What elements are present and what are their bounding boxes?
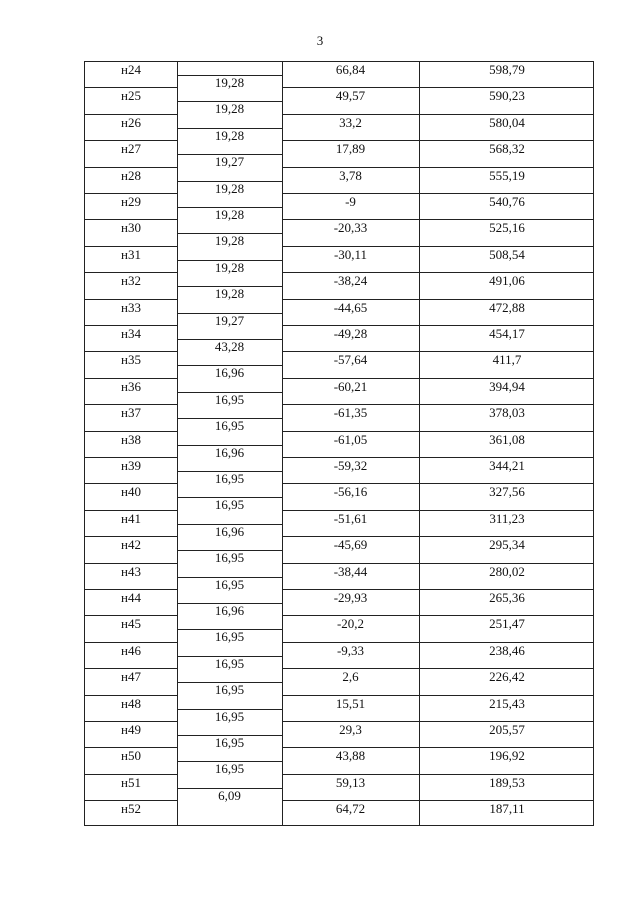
table-row [85,62,593,88]
x-coordinate: -61,05 [333,431,368,447]
segment-length: 19,28 [214,75,245,90]
segment-length: 16,95 [214,471,245,486]
point-name: н46 [121,642,141,658]
table-row [85,722,593,748]
x-coordinate: -44,65 [333,299,368,315]
table-row [85,643,593,669]
y-coordinate: 265,36 [489,590,525,605]
distance-divider [177,418,282,419]
segment-length: 19,28 [214,101,245,117]
y-coordinate: 525,16 [489,220,525,236]
x-coordinate: 43,88 [335,748,366,764]
point-name: н35 [121,352,141,368]
segment-length: 16,95 [214,735,245,750]
table-row [85,458,593,484]
distance-divider [177,392,282,393]
segment-length: 16,95 [214,629,245,645]
y-coordinate: 508,54 [489,246,525,262]
y-coordinate: 378,03 [489,405,525,421]
distance-divider [177,75,282,76]
distance-divider [177,550,282,551]
point-name: н44 [121,590,141,605]
y-coordinate: 394,94 [489,378,525,394]
distance-divider [177,735,282,736]
table-row [85,616,593,645]
x-coordinate: 33,2 [339,114,362,130]
y-coordinate: 238,46 [489,642,525,658]
distance-divider [177,286,282,287]
distance-divider [177,709,282,710]
point-name: н25 [121,88,141,104]
table-row [85,537,593,566]
x-coordinate: -51,61 [333,510,368,526]
segment-length: 16,95 [214,418,245,434]
segment-length: 19,28 [214,180,245,196]
table-row [85,484,593,513]
y-coordinate: 598,79 [489,62,525,77]
y-coordinate: 454,17 [489,326,525,341]
y-coordinate: 568,32 [489,141,525,157]
table-row [85,432,593,458]
point-name: н26 [121,114,141,130]
x-coordinate: 3,78 [339,167,362,183]
segment-length: 19,28 [214,207,245,222]
table-row [85,669,593,698]
y-coordinate: 205,57 [489,722,525,737]
point-name: н37 [121,405,141,421]
point-name: н29 [121,194,141,209]
segment-length: 16,95 [214,761,245,777]
distance-divider [177,181,282,182]
distance-divider [177,154,282,155]
point-name: н27 [121,141,141,157]
x-coordinate: -29,93 [333,590,368,605]
point-name: н28 [121,167,141,183]
x-coordinate: -59,32 [333,458,368,473]
y-coordinate: 196,92 [489,748,525,764]
point-name: н43 [121,563,141,579]
x-coordinate: 66,84 [335,62,366,77]
segment-length: 16,95 [214,708,245,724]
x-coordinate: 64,72 [335,801,366,817]
distance-divider [177,788,282,789]
distance-divider [177,629,282,630]
y-coordinate: 590,23 [489,88,525,104]
segment-length: 16,95 [214,497,245,513]
segment-length: 16,96 [214,603,245,618]
table-row [85,300,593,326]
segment-length: 19,28 [214,286,245,302]
point-name: н39 [121,458,141,473]
distance-divider [177,101,282,102]
distance-divider [177,577,282,578]
distance-divider [177,761,282,762]
segment-length: 16,96 [214,365,245,381]
table-row [85,775,593,801]
distance-divider [177,656,282,657]
page-number: 3 [316,33,324,48]
segment-length: 19,27 [214,154,245,170]
x-coordinate: -20,2 [336,616,365,632]
table-row [85,511,593,537]
table-row [85,696,593,722]
x-coordinate: -45,69 [333,537,368,553]
y-coordinate: 187,11 [489,801,525,817]
point-name: н42 [121,537,141,553]
point-name: н31 [121,246,141,262]
segment-length: 16,95 [214,550,245,566]
table-row [85,326,593,352]
x-coordinate: 15,51 [335,695,366,711]
point-name: н38 [121,431,141,447]
y-coordinate: 327,56 [489,484,525,500]
point-name: н40 [121,484,141,500]
table-row [85,88,593,117]
x-coordinate: -56,16 [333,484,368,500]
x-coordinate: -61,35 [333,405,368,421]
point-name: н32 [121,273,141,289]
table-row [85,801,593,827]
segment-length: 43,28 [214,339,245,354]
x-coordinate: -20,33 [333,220,368,236]
x-coordinate: -38,24 [333,273,368,289]
x-coordinate: 2,6 [342,669,359,685]
x-coordinate: 17,89 [335,141,366,157]
point-name: н50 [121,748,141,764]
distance-divider [177,471,282,472]
table-row [85,748,593,777]
table-row [85,352,593,381]
y-coordinate: 344,21 [489,458,525,473]
point-name: н52 [121,801,141,817]
point-name: н36 [121,378,141,394]
table-row [85,220,593,249]
segment-length: 16,96 [214,444,245,460]
distance-divider [177,207,282,208]
distance-divider [177,497,282,498]
distance-divider [177,128,282,129]
x-coordinate: -57,64 [333,352,368,368]
distance-divider [177,365,282,366]
x-coordinate: -30,11 [333,246,368,262]
distance-divider [177,603,282,604]
x-coordinate: -9,33 [336,642,365,658]
table-row [85,405,593,434]
distance-divider [177,524,282,525]
segment-length: 19,27 [214,312,245,328]
table-row [85,168,593,194]
y-coordinate: 280,02 [489,563,525,579]
table-row [85,115,593,141]
table-row [85,564,593,590]
table-row [85,590,593,616]
y-coordinate: 540,76 [489,194,525,209]
point-name: н30 [121,220,141,236]
distance-divider [177,445,282,446]
table-row [85,379,593,405]
table-row [85,141,593,170]
y-coordinate: 215,43 [489,695,525,711]
segment-length: 16,95 [214,576,245,592]
y-coordinate: 555,19 [489,167,525,183]
y-coordinate: 472,88 [489,299,525,315]
segment-length: 19,28 [214,127,245,143]
point-name: н33 [121,299,141,315]
point-name: н47 [121,669,141,685]
segment-length: 16,96 [214,523,245,539]
x-coordinate: -49,28 [333,326,368,341]
distance-divider [177,339,282,340]
point-name: н34 [121,326,141,341]
segment-length: 16,95 [214,655,245,671]
distance-divider [177,682,282,683]
segment-length: 16,95 [214,682,245,698]
coordinates-table [84,61,594,826]
point-name: н45 [121,616,141,632]
y-coordinate: 491,06 [489,273,525,289]
segment-length: 16,95 [214,391,245,407]
segment-length: 19,28 [214,233,245,249]
x-coordinate: 59,13 [335,774,366,790]
segment-length: 19,28 [214,259,245,275]
x-coordinate: -60,21 [333,378,368,394]
table-row [85,273,593,302]
x-coordinate: -38,44 [333,563,368,579]
y-coordinate: 295,34 [489,537,525,553]
y-coordinate: 580,04 [489,114,525,130]
point-name: н24 [121,62,141,77]
point-name: н41 [121,510,141,526]
x-coordinate: -9 [345,194,356,209]
y-coordinate: 189,53 [489,774,525,790]
point-name: н48 [121,695,141,711]
y-coordinate: 311,23 [489,510,525,526]
x-coordinate: 49,57 [335,88,366,104]
x-coordinate: 29,3 [339,722,362,737]
distance-divider [177,233,282,234]
y-coordinate: 361,08 [489,431,525,447]
y-coordinate: 411,7 [492,352,522,368]
y-coordinate: 226,42 [489,669,525,685]
distance-divider [177,313,282,314]
segment-length: 6,09 [218,787,241,803]
distance-divider [177,260,282,261]
table-row [85,247,593,273]
point-name: н49 [121,722,141,737]
point-name: н51 [121,774,141,790]
table-row [85,194,593,220]
y-coordinate: 251,47 [489,616,525,632]
